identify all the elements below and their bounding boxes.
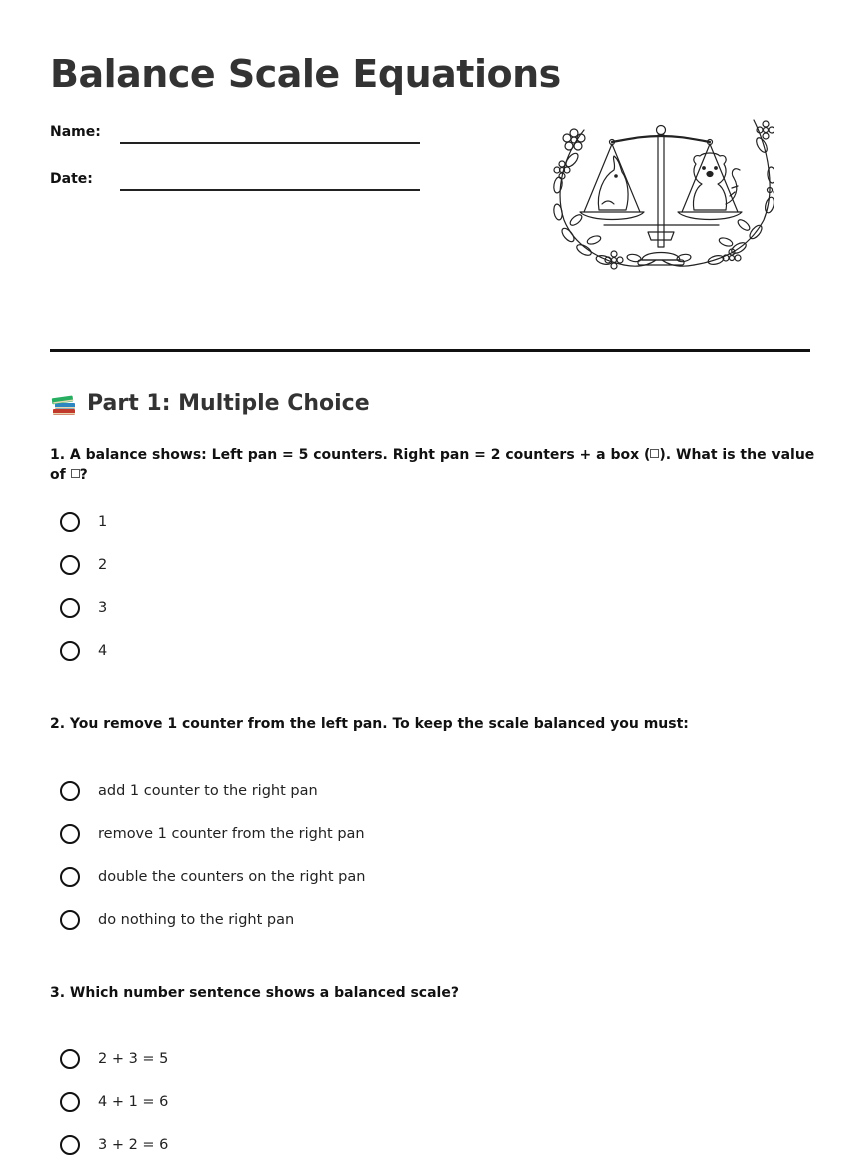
radio-button[interactable] [60, 1135, 80, 1155]
header-divider [50, 349, 810, 352]
radio-button[interactable] [60, 824, 80, 844]
question-1-suffix: ? [79, 467, 88, 483]
part1-title [50, 388, 370, 420]
question-1-middle: ). What is the value of [50, 447, 815, 483]
box-symbol-icon [71, 469, 80, 478]
radio-button[interactable] [60, 781, 80, 801]
question-2: 2. You remove 1 counter from the left pan. To keep the scale balanced you must: [50, 716, 689, 732]
name-label: Name: [50, 124, 101, 140]
radio-button[interactable] [60, 598, 80, 618]
name-line[interactable] [120, 142, 420, 144]
date-field[interactable] [50, 165, 420, 195]
part1-title-text: Part 1: Multiple Choice [87, 391, 370, 416]
radio-button[interactable] [60, 555, 80, 575]
q3-option-c[interactable] [60, 1135, 760, 1161]
date-label: Date: [50, 171, 93, 187]
option-label: do nothing to the right pan [98, 912, 295, 928]
radio-button[interactable] [60, 867, 80, 887]
books-icon [50, 390, 78, 418]
question-1-prefix: 1. A balance shows: Left pan = 5 counters. Right pan = 2 counters + a box ( [50, 447, 651, 463]
worksheet-page [50, 0, 815, 1161]
option-label: add 1 counter to the right pan [98, 783, 318, 799]
date-line[interactable] [120, 189, 420, 191]
option-label: double the counters on the right pan [98, 869, 366, 885]
option-label: 3 [98, 600, 108, 616]
option-label: 4 + 1 = 6 [98, 1094, 169, 1110]
q2-option-d[interactable] [60, 910, 760, 936]
radio-button[interactable] [60, 512, 80, 532]
name-field[interactable] [50, 118, 420, 148]
q1-option-b[interactable] [60, 555, 760, 581]
option-label: remove 1 counter from the right pan [98, 826, 365, 842]
q2-option-a[interactable] [60, 781, 760, 807]
option-label: 2 + 3 = 5 [98, 1051, 169, 1067]
q3-option-a[interactable] [60, 1049, 760, 1075]
balance-scale-illustration [544, 100, 774, 282]
option-label: 1 [98, 514, 108, 530]
option-label: 3 + 2 = 6 [98, 1137, 169, 1153]
option-label: 4 [98, 643, 108, 659]
q3-option-b[interactable] [60, 1092, 760, 1118]
q1-option-d[interactable] [60, 641, 760, 667]
radio-button[interactable] [60, 1049, 80, 1069]
q1-option-a[interactable] [60, 512, 760, 538]
question-3: 3. Which number sentence shows a balanced scale? [50, 985, 459, 1001]
radio-button[interactable] [60, 910, 80, 930]
q2-option-b[interactable] [60, 824, 760, 850]
radio-button[interactable] [60, 1092, 80, 1112]
q1-option-c[interactable] [60, 598, 760, 624]
question-1 [50, 445, 815, 485]
option-label: 2 [98, 557, 108, 573]
page-title: Balance Scale Equations [50, 52, 561, 96]
radio-button[interactable] [60, 641, 80, 661]
q2-option-c[interactable] [60, 867, 760, 893]
